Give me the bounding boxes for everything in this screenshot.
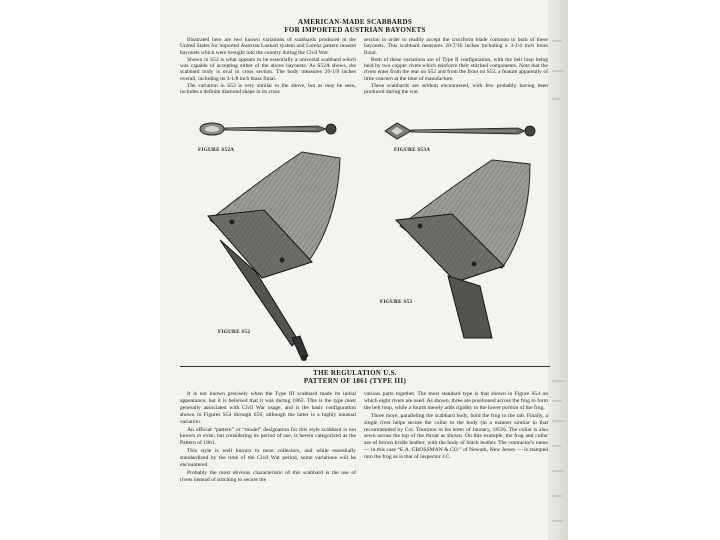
bottom-right-column: [364, 391, 548, 462]
paragraph: Probably the most obvious characteristic of this scabbard is the use of rivets instead of stitching to secure the: [180, 469, 356, 483]
figure-s53-caption: FIGURE S53: [380, 299, 413, 305]
scabbard-s53-drawing: [380, 158, 540, 343]
paragraph: It is not known precisely when the Type III scabbard made its initial appearance, but it is believed that it was during 1862. This is the type most generally associated with Civil War usage, and is the basic configuration shown in Figures S54 through S56, although the latter is a highly unusual variation.: [180, 391, 356, 425]
scabbard-s52-drawing: [190, 150, 350, 365]
paragraph: various parts together. The most standard type is that shown in Figure S54 on which eight rivets are used. As shown, three are positioned across the frog to form the belt loop, while a fourth merely adds rigidity to the lower portion of the frog.: [364, 391, 548, 411]
figure-s52-caption: FIGURE S52: [218, 329, 251, 335]
figure-s52a-caption: FIGURE S52A: [198, 147, 235, 153]
bottom-left-column: [180, 391, 356, 485]
paragraph: These scabbards are seldom encountered, with few probably having been produced during the war.: [364, 83, 548, 96]
paragraph: Shown in S52 is what appears to be essentially a universal scabbard which was capable of accepting either of the above bayonets. As S52A shows, the scabbard body is oval in cross section. The body measures 20-1/8 inches overall, including its 3-1/8 inch brass finial.: [180, 56, 356, 82]
paragraph: Both of these variations are of Type II configuration, with the belt loop being held by two copper rivets which reinforce their stitched components. Note that the rivets enter from the rear on S52 and from the front on S53, a feature apparently of little concern at the time of manufacture.: [364, 56, 548, 82]
section-title-line1: AMERICAN-MADE SCABBARDS: [297, 18, 413, 26]
scabbard-cross-section-s52a-drawing: [198, 118, 343, 140]
paragraph: section in order to readily accept the cruciform blade common to both of these bayonets. This scabbard measures 20-7/16 inches including a 3-1/4 inch brass finial.: [364, 37, 548, 56]
facing-page-edge: [548, 0, 568, 540]
paragraph: The variation in S53 is very similar to the above, but as may be seen, includes a definite diamond shape in its cross: [180, 83, 356, 96]
section-title-line2: PATTERN OF 1861 (TYPE III): [303, 377, 407, 385]
scabbard-cross-section-s53a-drawing: [383, 119, 543, 143]
figure-s53a-caption: FIGURE S53A: [394, 147, 431, 153]
paragraph: Illustrated here are two known variations of scabbards produced in the United States for imported Austrian Laukart system and Lorenz pattern musket bayonets which were brought into the country during the Civil War.: [180, 37, 356, 56]
top-right-column: [364, 37, 548, 97]
paragraph: An official “pattern” or “model” designation for this style scabbard is not known to exist, but considering its period of use, is herein categorized as the Pattern of 1861.: [180, 426, 356, 447]
section-divider: [180, 366, 550, 367]
section-title-line2: FOR IMPORTED AUSTRIAN BAYONETS: [284, 26, 426, 34]
paragraph: Three more, paralleling the scabbard body, hold the frog to the tab. Finally, a single rivet helps secure the collar to the body (in a manner similar to that recommended by Col. Thornton in his letter of January, 1859). The collar is also sewn across the top of the throat as shown. On this example, the frog and collar are of brown bridle leather, with the body of black leather. The contractor's name — in this case “E.A. GROSSMAN & CO.” of Newark, New Jersey — is stamped into the frog as is that of inspector J.C.: [364, 412, 548, 461]
paragraph: This style is well known to most collectors, and while essentially standardized by the time of the Civil War period, some variations will be encountered.: [180, 448, 356, 469]
top-left-column: [180, 37, 356, 97]
section-title-line1: THE REGULATION U.S.: [313, 369, 397, 377]
